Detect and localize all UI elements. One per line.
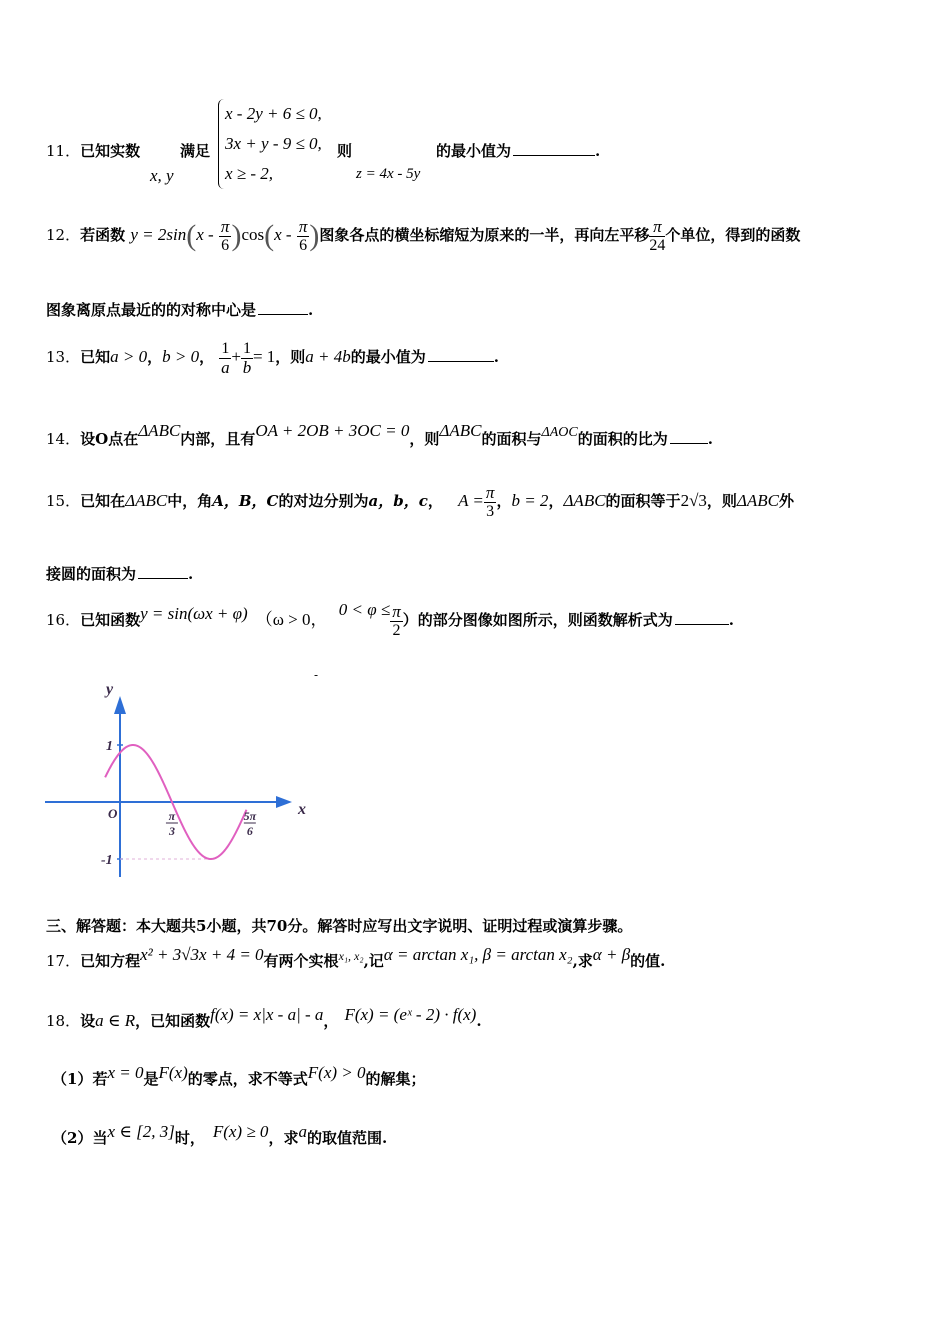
answer-blank[interactable] (513, 154, 595, 156)
constraint-1: x - 2y + 6 ≤ 0, (225, 104, 322, 123)
function-F: F(x) = (eˣ - 2) · f(x) (344, 1005, 477, 1024)
fraction-1-a: $\frac{1}{a}$ (221, 339, 230, 377)
answer-blank[interactable] (675, 623, 729, 625)
stray-dash: - (314, 668, 319, 682)
x-tick-label: 3 (168, 824, 175, 838)
y-axis-arrow (114, 696, 126, 714)
fraction-pi-24: $\frac{\pi}{24}$ (649, 216, 666, 254)
question-number: 15． (46, 492, 81, 510)
question-text: 则 (337, 142, 353, 160)
constraint-2: 3x + y - 9 ≤ 0, (225, 134, 322, 153)
section-heading: 三、解答题：本大题共5小题，共70分。解答时应写出文字说明、证明过程或演算步骤。 (46, 917, 633, 935)
angle-definitions: α = arctan x₁, β = arctan x₂ (383, 945, 573, 964)
answer-blank[interactable] (670, 442, 708, 444)
question-18-part-1: （1）若x = 0是F(x)的零点，求不等式F(x) > 0的解集； (52, 1063, 426, 1088)
constraint-system (218, 99, 322, 189)
y-tick-label: -1 (101, 853, 113, 868)
constraint-3: x ≥ - 2, (225, 164, 274, 183)
x-axis-arrow (276, 796, 292, 808)
answer-blank[interactable] (258, 313, 308, 315)
x-tick-label: 6 (246, 824, 253, 838)
question-number: 18． (46, 1012, 81, 1030)
question-17: 17．已知方程x² + 3√3x + 4 = 0有两个实根$^{x_1, x_2}$,记α = arctan x₁, β = arctan x₂,求α + β的值. (46, 945, 666, 970)
question-text: 已知实数 (80, 142, 141, 160)
objective-expression: z = 4x - 5y (356, 166, 421, 182)
origin-label: O (108, 806, 118, 821)
function-graph (40, 672, 330, 892)
fraction-pi-2: $\frac{\pi}{2}$ (392, 601, 401, 639)
fraction-pi-6: $\frac{\pi}{6}$ (220, 216, 230, 254)
question-text: 图象离原点最近的的对称中心是 . (46, 301, 314, 319)
function-expression: y = sin(ωx + φ) (140, 604, 248, 623)
question-12: 12．若函数 y = 2sin(x - $\frac{\pi}{6}$ )cos(x - $\frac{\pi}{6}$ )图象各点的横坐标缩短为原来的一半，再向左平移 $\frac{\pi}{24}$ 个单位，得到的函数 (46, 216, 801, 254)
quadratic-equation: x² + 3√3x + 4 = 0 (140, 945, 264, 964)
question-18: 18．设a ∈ R，已知函数f(x) = x|x - a| - a， F(x) = (eˣ - 2) · f(x). (46, 1005, 482, 1030)
variables-xy: x, y (150, 166, 174, 185)
question-number: 17． (46, 952, 81, 970)
answer-blank[interactable] (428, 360, 494, 362)
fraction-pi-6: $\frac{\pi}{6}$ (298, 216, 308, 254)
y-axis-label: y (106, 681, 114, 698)
question-number: 14． (46, 430, 81, 448)
question-14: 14．设O点在ΔABC内部，且有OA + 2OB + 3OC = 0，则ΔABC的面积与ΔAOC的面积的比为 . (46, 421, 713, 448)
question-text: 接圆的面积为 . (46, 565, 194, 583)
answer-blank[interactable] (138, 577, 188, 579)
question-text: 的最小值为 . (436, 142, 601, 160)
vector-equation: OA + 2OB + 3OC = 0 (255, 421, 410, 440)
fraction-pi-3: $\frac{\pi}{3}$ (485, 482, 495, 520)
question-number: 11． (46, 142, 81, 160)
question-number: 13． (46, 348, 81, 366)
x-axis-label: x (298, 801, 306, 818)
y-tick-label: 1 (106, 739, 113, 754)
function-f: f(x) = x|x - a| - a (210, 1005, 324, 1024)
question-11 (46, 140, 140, 161)
question-text: 满足 (180, 142, 211, 160)
question-15: 15．已知在ΔABC中，角A，B，C的对边分别为a，b，c， A = $\frac{\pi}{3}$ ，b = 2，ΔABC的面积等于2√3，则ΔABC外 (46, 482, 795, 520)
x-tick-label: 5π (243, 809, 257, 823)
x-tick-label: π (168, 809, 176, 823)
question-18-part-2: （2）当x ∈ [2, 3]时， F(x) ≥ 0，求a的取值范围. (52, 1122, 388, 1147)
fraction-1-b: $\frac{1}{b}$ (242, 339, 252, 377)
question-13: 13．已知a > 0，b > 0， $\frac{1}{a}$ + $\frac{1}{b}$ = 1，则a + 4b的最小值为 . (46, 339, 500, 377)
function-expression: y = 2sin (130, 225, 187, 244)
question-number: 12． (46, 226, 81, 244)
question-16: 16．已知函数y = sin(ωx + φ) （ω > 0， 0 < φ ≤ $\frac{\pi}{2}$ ）的部分图像如图所示，则函数解析式为 . (46, 600, 734, 639)
question-number: 16． (46, 611, 81, 629)
